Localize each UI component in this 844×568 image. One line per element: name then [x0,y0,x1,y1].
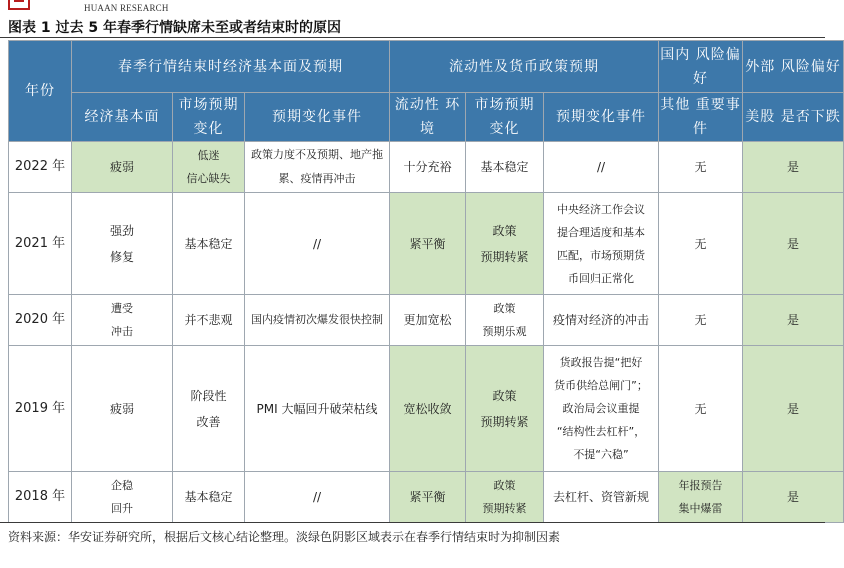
cell-market-expect-2: 政策 预期转紧 [466,472,544,523]
subheader-market-expect-2: 市场预期 变化 [466,93,544,142]
cell-fundamentals: 疲弱 [72,346,173,472]
cell-expect-events-2: 去杠杆、资管新规 [544,472,659,523]
cell-liquidity-env: 十分充裕 [390,142,466,193]
header-external-risk: 外部 风险偏好 [743,41,844,93]
header-rule [0,37,825,38]
cell-market-expect-2: 基本稳定 [466,142,544,193]
cell-other-events: 无 [659,193,743,295]
subheader-liquidity-env: 流动性 环境 [390,93,466,142]
table-row [9,295,844,346]
cell-expect-events: 国内疫情初次爆发很快控制 [245,295,390,346]
cell-market-expect: 阶段性 改善 [173,346,245,472]
cell-fundamentals: 遭受 冲击 [72,295,173,346]
cell-liquidity-env: 紧平衡 [390,472,466,523]
source-note: 资料来源：华安证券研究所，根据后文核心结论整理。淡绿色阴影区域表示在春季行情结束时为抑制因素 [8,530,561,544]
brand-name: HUAAN RESEARCH [84,3,169,13]
huaan-logo-icon [8,0,44,12]
cell-expect-events: // [245,193,390,295]
cell-other-events: 无 [659,295,743,346]
cell-us-stocks: 是 [743,346,844,472]
table-row [9,472,844,523]
cell-fundamentals: 疲弱 [72,142,173,193]
subheader-market-expect: 市场预期 变化 [173,93,245,142]
report-header [0,0,825,40]
header-domestic-risk: 国内 风险偏好 [659,41,743,93]
cell-market-expect: 基本稳定 [173,472,245,523]
figure-title: 图表 1 过去 5 年春季行情缺席未至或者结束时的原因 [8,20,341,36]
cell-market-expect: 并不悲观 [173,295,245,346]
cell-expect-events-2: 货政报告提“把好 货币供给总闸门”； 政治局会议重提 “结构性去杠杆”， 不提“六稳” [544,346,659,472]
cell-expect-events: 政策力度不及预期、地产拖累、疫情再冲击 [245,142,390,193]
cell-expect-events-2: // [544,142,659,193]
cell-us-stocks: 是 [743,193,844,295]
cell-other-events: 无 [659,142,743,193]
footer-rule [0,522,825,523]
cell-market-expect: 低迷 信心缺失 [173,142,245,193]
subheader-expect-events-2: 预期变化事件 [544,93,659,142]
table-row [9,346,844,472]
cell-year: 2021 年 [9,193,72,295]
subheader-expect-events: 预期变化事件 [245,93,390,142]
header-year: 年份 [9,41,72,142]
cell-us-stocks: 是 [743,295,844,346]
data-table [8,40,844,523]
cell-liquidity-env: 紧平衡 [390,193,466,295]
cell-year: 2018 年 [9,472,72,523]
cell-expect-events-2: 中央经济工作会议 提合理适度和基本 匹配，市场预期货 币回归正常化 [544,193,659,295]
subheader-us-stocks: 美股 是否下跌 [743,93,844,142]
subheader-other-events: 其他 重要事件 [659,93,743,142]
cell-expect-events: // [245,472,390,523]
header-liquidity: 流动性及货币政策预期 [390,41,659,93]
cell-year: 2019 年 [9,346,72,472]
subheader-fundamentals: 经济基本面 [72,93,173,142]
cell-market-expect-2: 政策 预期乐观 [466,295,544,346]
header-economy: 春季行情结束时经济基本面及预期 [72,41,390,93]
table-row [9,142,844,193]
cell-liquidity-env: 更加宽松 [390,295,466,346]
cell-other-events: 无 [659,346,743,472]
cell-expect-events: PMI 大幅回升破荣枯线 [245,346,390,472]
cell-expect-events-2: 疫情对经济的冲击 [544,295,659,346]
cell-year: 2022 年 [9,142,72,193]
cell-us-stocks: 是 [743,472,844,523]
cell-liquidity-env: 宽松收敛 [390,346,466,472]
cell-fundamentals: 强劲 修复 [72,193,173,295]
cell-fundamentals: 企稳 回升 [72,472,173,523]
cell-market-expect-2: 政策 预期转紧 [466,346,544,472]
cell-us-stocks: 是 [743,142,844,193]
cell-year: 2020 年 [9,295,72,346]
cell-market-expect-2: 政策 预期转紧 [466,193,544,295]
table-row [9,193,844,295]
cell-other-events: 年报预告 集中爆雷 [659,472,743,523]
cell-market-expect: 基本稳定 [173,193,245,295]
